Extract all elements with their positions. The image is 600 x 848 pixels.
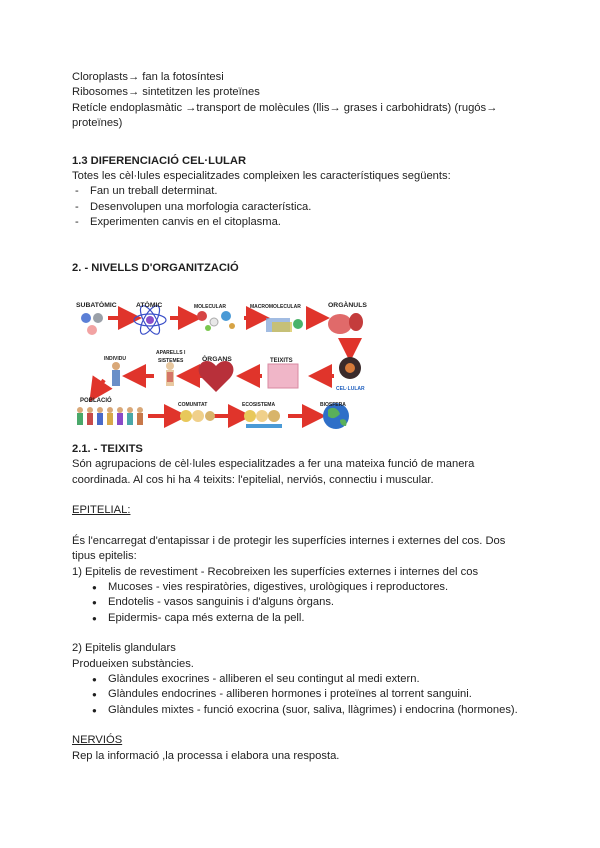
- list-item: ● Endotelis - vasos sanguinis i d'alguns òrgans.: [72, 595, 532, 610]
- intro-line-2: Ribosomes→ sintetitzen les proteïnes: [72, 86, 260, 99]
- list-item: ● Epidermis- capa més externa de la pell.: [72, 611, 532, 626]
- label-organuls: ORGÀNULS: [328, 302, 367, 310]
- label-sistemes: SISTEMES: [158, 358, 184, 365]
- label-atomic: ATÒMIC: [136, 302, 163, 310]
- epitelial-paragraph-1: És l'encarregat d'entapissar i de protegir les superfícies internes i externes del cos. Dos: [72, 534, 506, 547]
- neutron-icon: [93, 313, 103, 323]
- proton-icon: [81, 313, 91, 323]
- section-1-3-intro: Totes les cèl·lules especialitzades compleixen les característiques següents:: [72, 170, 451, 183]
- population-icon: [77, 407, 143, 425]
- list-item: ● Glàndules endocrines - alliberen hormones i proteïnes al torrent sanguini.: [72, 687, 532, 702]
- label-biosfera: BIOSFERA: [320, 402, 346, 409]
- macromolecule-icon: [266, 318, 303, 332]
- label-cellular: CEL·LULAR: [336, 386, 365, 393]
- nervios-paragraph: Rep la informació ,la processa i elabora una resposta.: [72, 749, 340, 762]
- intro-line-4: proteïnes): [72, 117, 123, 130]
- nervios-title: NERVIÓS: [72, 734, 123, 747]
- label-aparells: APARELLS I: [156, 350, 186, 357]
- label-subatomic: SUBATÒMIC: [76, 302, 117, 310]
- epitelial-paragraph-2: tipus epitelis:: [72, 550, 137, 563]
- arrow-icon: [96, 380, 104, 392]
- label-ecosistema: ECOSISTEMA: [242, 402, 276, 409]
- section-2-1-paragraph-2: coordinada. Al cos hi ha 4 teixits: l'epitelial, nerviós, connectiu i muscular.: [72, 473, 434, 486]
- list-item: ● Glàndules mixtes - funció exocrina (suor, saliva, llàgrimes) i endocrina (hormones).: [72, 703, 532, 718]
- document-page: [72, 70, 532, 764]
- label-teixits: TEIXITS: [270, 358, 293, 365]
- list-item: - Fan un treball determinat.: [72, 184, 532, 199]
- label-molecular: MOLECULAR: [194, 304, 226, 311]
- section-2-1-heading: 2.1. - TEIXITS: [72, 443, 143, 456]
- section-1-3-heading: 1.3 DIFERENCIACIÓ CEL·LULAR: [72, 154, 247, 167]
- electron-icon: [87, 325, 97, 335]
- organelle-icon: [328, 313, 363, 334]
- epitelial-type-2: 2) Epitelis glandulars: [72, 642, 176, 655]
- epitelial-title: EPITELIAL:: [72, 504, 131, 517]
- section-2-1-paragraph-1: Són agrupacions de cèl·lules especialitzades a fer una mateixa funció de manera: [72, 458, 475, 471]
- epitelial-type-1: 1) Epitelis de revestiment - Recobreixen les superfícies externes i internes del cos: [72, 565, 479, 578]
- label-poblacio: POBLACIÓ: [80, 398, 112, 405]
- organization-levels-diagram: [74, 288, 374, 434]
- epitelial-type-2-intro: Produeixen substàncies.: [72, 657, 194, 670]
- list-item: ● Glàndules exocrines - alliberen el seu contingut al medi extern.: [72, 672, 532, 687]
- label-individu: INDIVIDU: [104, 356, 126, 363]
- intro-line-3: Retícle endoplasmàtic →transport de molècules (llis→ grases i carbohidrats) (rugós→: [72, 101, 498, 114]
- intro-line-1: Cloroplasts→ fan la fotosíntesi: [72, 71, 224, 83]
- list-item: - Experimenten canvis en el citoplasma.: [72, 215, 532, 230]
- label-macromolecular: MACROMOLECULAR: [250, 304, 301, 311]
- label-comunitat: COMUNITAT: [178, 402, 208, 409]
- section-2-heading: 2. - NIVELLS D'ORGANITZACIÓ: [72, 261, 239, 274]
- list-item: ● Mucoses - vies respiratòries, digestives, urològiques i reproductores.: [72, 580, 532, 595]
- list-item: - Desenvolupen una morfologia característica.: [72, 200, 532, 215]
- label-organs: ÒRGANS: [202, 356, 232, 364]
